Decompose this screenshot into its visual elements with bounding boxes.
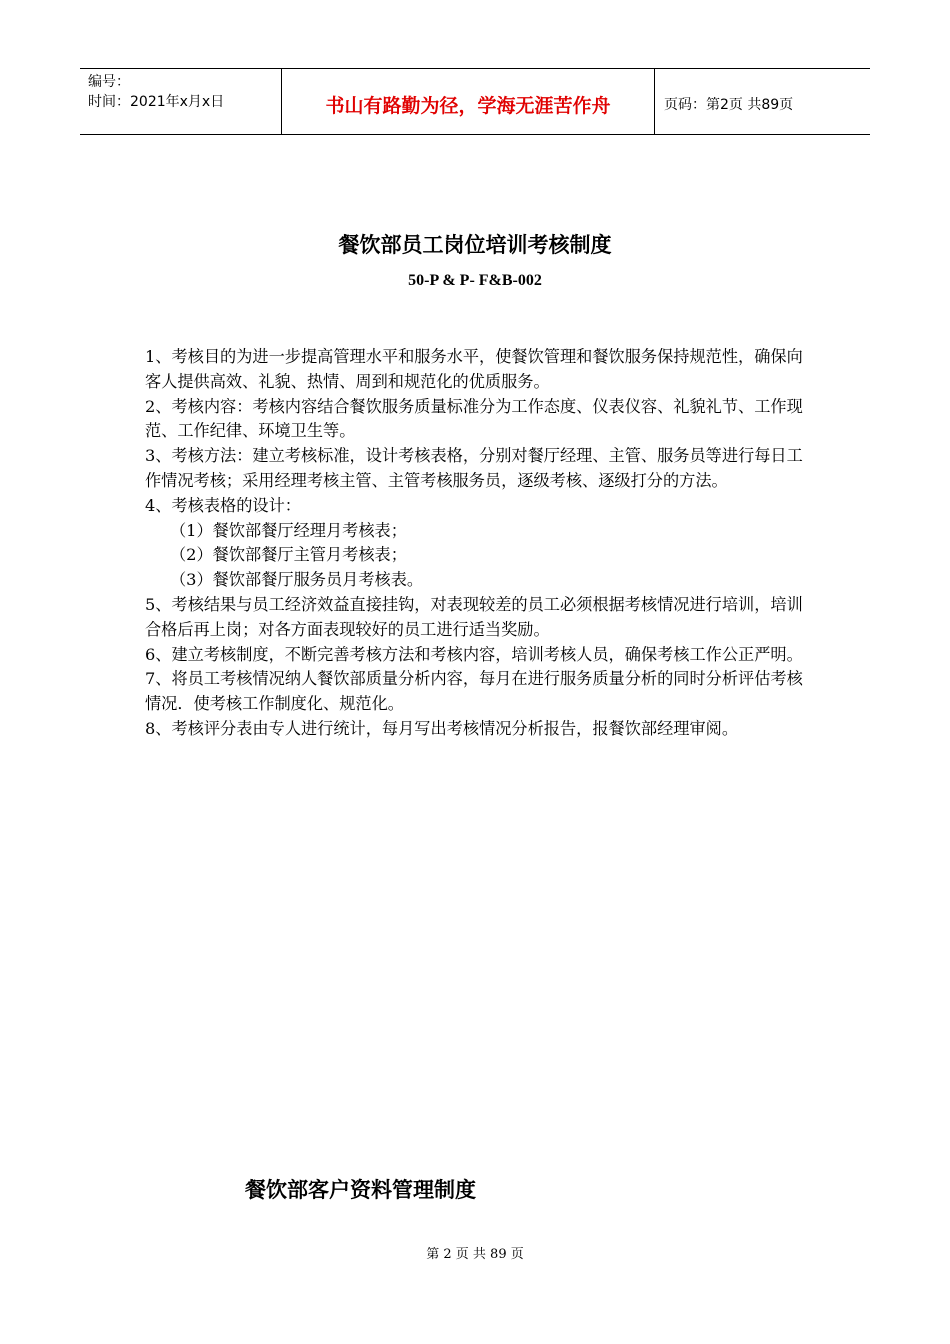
header-motto: 书山有路勤为径，学海无涯苦作舟 (282, 69, 655, 134)
paragraph: 7、将员工考核情况纳人餐饮部质量分析内容，每月在进行服务质量分析的同时分析评估考核情况．使考核工作制度化、规范化。 (145, 669, 803, 714)
document-code: 50-P & P- F&B-002 (408, 272, 542, 289)
paragraph: 3、考核方法：建立考核标准，设计考核表格，分别对餐厅经理、主管、服务员等进行每日工作情况考核；采用经理考核主管、主管考核服务员，逐级考核、逐级打分的方法。 (145, 446, 803, 490)
page-header (80, 68, 870, 135)
paragraph: 8、考核评分表由专人进行统计，每月写出考核情况分析报告，报餐饮部经理审阅。 (145, 718, 739, 738)
header-page-info: 页码：第2页 共89页 (664, 96, 794, 113)
sub-item: （3）餐饮部餐厅服务员月考核表。 (170, 570, 424, 590)
sub-item: （1）餐饮部餐厅经理月考核表； (170, 520, 407, 540)
paragraph: 2、考核内容：考核内容结合餐饮服务质量标准分为工作态度、仪表仪容、礼貌礼节、工作现范、工作纪律、环境卫生等。 (145, 396, 803, 441)
paragraph: 4、考核表格的设计： (145, 495, 301, 515)
document-title: 餐饮部员工岗位培训考核制度 (338, 233, 612, 257)
document-body (145, 345, 807, 742)
paragraph: 1、考核目的为进一步提高管理水平和服务水平，使餐饮管理和餐饮服务保持规范性，确保向客人提供高效、礼貌、热情、周到和规范化的优质服务。 (145, 347, 803, 391)
page-footer: 第 2 页 共 89 页 (426, 1247, 524, 1262)
paragraph: 6、建立考核制度，不断完善考核方法和考核内容，培训考核人员，确保考核工作公正严明。 (145, 644, 803, 664)
header-number-label: 编号： (88, 74, 130, 90)
next-section-title: 餐饮部客户资料管理制度 (245, 1178, 476, 1202)
sub-item: （2）餐饮部餐厅主管月考核表； (170, 545, 407, 565)
header-meta-cell (80, 69, 282, 134)
paragraph: 5、考核结果与员工经济效益直接挂钩，对表现较差的员工必须根据考核情况进行培训，培训合格后再上岗；对各方面表现较好的员工进行适当奖励。 (145, 594, 803, 639)
header-time-label: 时间：2021年x月x日 (88, 94, 225, 110)
